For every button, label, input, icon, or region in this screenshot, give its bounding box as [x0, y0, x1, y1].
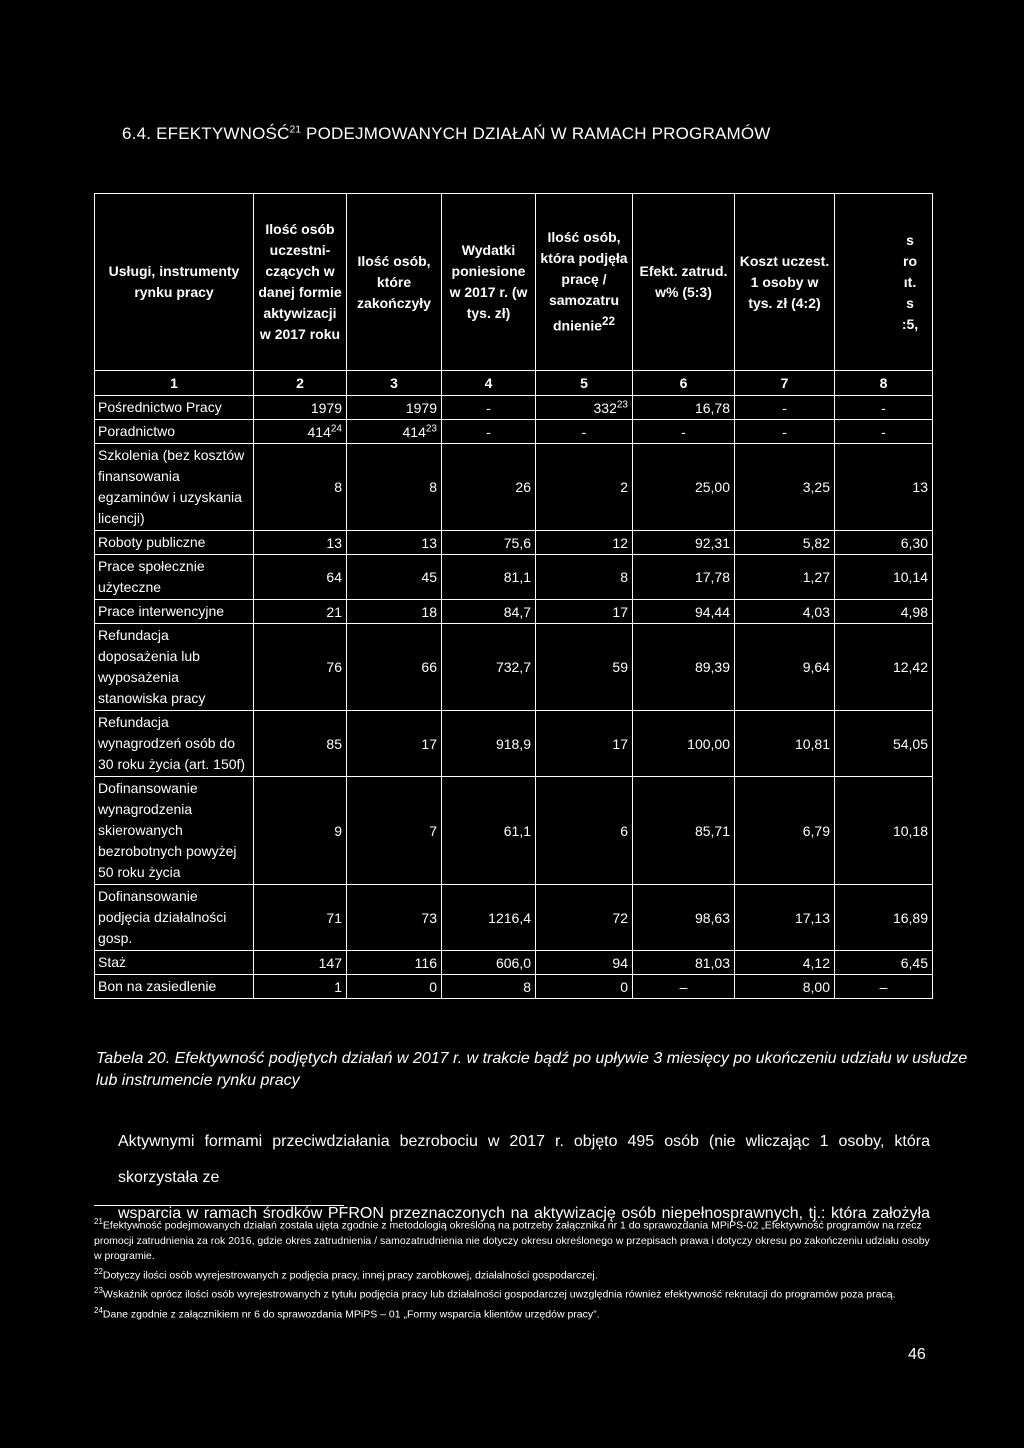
table-cell: 16,78 [633, 396, 735, 420]
table-cell: 13 [347, 531, 442, 555]
row-label: Dofinansowanie wynagrodzenia skierowanych bezrobotnych powyżej 50 roku życia [95, 777, 254, 885]
header-cell: Koszt uczest. 1 osoby w tys. zł (4:2) [735, 194, 835, 371]
table-cell: 3,25 [735, 444, 835, 531]
table-cell: 6 [536, 777, 633, 885]
row-label: Refundacja wynagrodzeń osób do 30 roku życia (art. 150f) [95, 711, 254, 777]
table-cell: 6,79 [735, 777, 835, 885]
table-cell: 732,7 [442, 624, 536, 711]
table-row [95, 531, 933, 555]
table-cell: 81,1 [442, 555, 536, 600]
table-cell: 21 [254, 600, 347, 624]
table-cell: 17 [536, 600, 633, 624]
row-label: Pośrednictwo Pracy [95, 396, 254, 420]
table-cell: 26 [442, 444, 536, 531]
row-label: Bon na zasiedlenie [95, 975, 254, 999]
table-cell: 8 [347, 444, 442, 531]
footnote: $^{23}$Wskaźnik oprócz ilości osób wyrejestrowanych z tytułu podjęcia pracy lub działalności gospodarczej uwzględnia również efektywność rekrutacji do programów poza pracą. [94, 1286, 896, 1301]
column-number: 8 [835, 371, 933, 396]
table-cell: 0 [536, 975, 633, 999]
column-number: 7 [735, 371, 835, 396]
table-cell: 89,39 [633, 624, 735, 711]
table-cell: 72 [536, 885, 633, 951]
column-number: 4 [442, 371, 536, 396]
row-label: Dofinansowanie podjęcia działalności gosp. [95, 885, 254, 951]
header-cell: Ilość osób uczestni-czących w danej formie aktywizacji w 2017 roku [254, 194, 347, 371]
table-cell: 1216,4 [442, 885, 536, 951]
table-cell: - [442, 420, 536, 444]
table-cell: 1979 [254, 396, 347, 420]
table-row [95, 951, 933, 975]
table-cell: 12,42 [835, 624, 933, 711]
table-cell: 4,03 [735, 600, 835, 624]
paragraph-line-2: wsparcia w ramach środków PFRON przeznaczonych na aktywizację osób niepełnosprawnych, tj.: która założyła [118, 1205, 930, 1222]
table-cell: 54,05 [835, 711, 933, 777]
footnote-separator [94, 1205, 344, 1206]
table-cell: 45 [347, 555, 442, 600]
table-row [95, 420, 933, 444]
table-cell: 76 [254, 624, 347, 711]
table-cell: 10,81 [735, 711, 835, 777]
table-cell: 5,82 [735, 531, 835, 555]
table-cell: 8 [254, 444, 347, 531]
header-cell: Usługi, instrumenty rynku pracy [95, 194, 254, 371]
table-row [95, 396, 933, 420]
table-cell: 84,7 [442, 600, 536, 624]
section-title: 6.4. EFEKTYWNOŚĆ$^{21}$ PODEJMOWANYCH DZIAŁAŃ W RAMACH PROGRAMÓW [122, 124, 771, 143]
table-cell: 85 [254, 711, 347, 777]
table-cell: 17,13 [735, 885, 835, 951]
table-cell: 4,98 [835, 600, 933, 624]
row-label: Refundacja doposażenia lub wyposażenia stanowiska pracy [95, 624, 254, 711]
table-row [95, 600, 933, 624]
table-cell: - [835, 420, 933, 444]
table-cell: 94,44 [633, 600, 735, 624]
table-cell: - [442, 396, 536, 420]
table-cell: 0 [347, 975, 442, 999]
table-cell: 85,71 [633, 777, 735, 885]
table-cell: 75,6 [442, 531, 536, 555]
table-cell: $414^{24}$ [254, 420, 347, 444]
table-cell: - [735, 420, 835, 444]
table-row [95, 555, 933, 600]
table-cell: 9 [254, 777, 347, 885]
header-cell: Ilość osób, która podjęła pracę / samozatru dnienie$^{22}$ [536, 194, 633, 371]
footnote: $^{24}$Dane zgodnie z załącznikiem nr 6 do sprawozdania MPiPS – 01 „Formy wsparcia klientów urzędów pracy”. [94, 1305, 600, 1320]
table-cell: 6,45 [835, 951, 933, 975]
table-cell: 10,14 [835, 555, 933, 600]
table-cell: 94 [536, 951, 633, 975]
table-cell: 13 [254, 531, 347, 555]
column-number: 5 [536, 371, 633, 396]
header-cell: Efekt. zatrud. w% (5:3) [633, 194, 735, 371]
table-cell: 918,9 [442, 711, 536, 777]
page-number: 46 [908, 1346, 926, 1363]
table-cell: 98,63 [633, 885, 735, 951]
table-cell: 10,18 [835, 777, 933, 885]
table-cell: 13 [835, 444, 933, 531]
table-cell: 100,00 [633, 711, 735, 777]
table-cell: 81,03 [633, 951, 735, 975]
table-cell: - [633, 420, 735, 444]
table-cell: 59 [536, 624, 633, 711]
header-cell: s ro ıt. s :5, [835, 194, 933, 371]
footnotes [94, 1214, 934, 1322]
table-cell: 18 [347, 600, 442, 624]
table-cell: 8,00 [735, 975, 835, 999]
table-row [95, 885, 933, 951]
table-cell: – [835, 975, 933, 999]
table-cell: 8 [442, 975, 536, 999]
table-caption: Tabela 20. Efektywność podjętych działań w 2017 r. w trakcie bądź po upływie 3 miesięcy po ukończeniu udziału w usłudze lub instrumencie rynku pracy [96, 1050, 968, 1089]
table-cell: 16,89 [835, 885, 933, 951]
table-cell: – [633, 975, 735, 999]
row-label: Szkolenia (bez kosztów finansowania egzaminów i uzyskania licencji) [95, 444, 254, 531]
table-cell: 606,0 [442, 951, 536, 975]
row-label: Prace interwencyjne [95, 600, 254, 624]
efficiency-table [94, 193, 933, 999]
table-row [95, 624, 933, 711]
table-cell: 7 [347, 777, 442, 885]
table-cell: 8 [536, 555, 633, 600]
table-cell: 147 [254, 951, 347, 975]
row-label: Staż [95, 951, 254, 975]
table-cell: 25,00 [633, 444, 735, 531]
table-cell: 4,12 [735, 951, 835, 975]
table-row [95, 975, 933, 999]
table-cell: 2 [536, 444, 633, 531]
table-row [95, 777, 933, 885]
paragraph-line-1: Aktywnymi formami przeciwdziałania bezrobociu w 2017 r. objęto 495 osób (nie wliczając 1 osoby, która skorzystała ze [118, 1133, 930, 1186]
table-cell: 6,30 [835, 531, 933, 555]
table-row [95, 444, 933, 531]
column-number: 6 [633, 371, 735, 396]
table-cell: 17 [536, 711, 633, 777]
table-header-row [95, 194, 933, 371]
row-label: Prace społecznie użyteczne [95, 555, 254, 600]
row-label: Poradnictwo [95, 420, 254, 444]
header-cell: Wydatki poniesione w 2017 r. (w tys. zł) [442, 194, 536, 371]
table-row [95, 711, 933, 777]
table-cell: 71 [254, 885, 347, 951]
header-cell: Ilość osób, które zakończyły [347, 194, 442, 371]
table-cell: 61,1 [442, 777, 536, 885]
table-cell: 9,64 [735, 624, 835, 711]
column-number: 2 [254, 371, 347, 396]
table-cell: $414^{23}$ [347, 420, 442, 444]
table-cell: 1 [254, 975, 347, 999]
row-label: Roboty publiczne [95, 531, 254, 555]
column-number: 3 [347, 371, 442, 396]
table-cell: 12 [536, 531, 633, 555]
table-cell: 1,27 [735, 555, 835, 600]
footnote: $^{22}$Dotyczy ilości osób wyrejestrowanych z podjęcia pracy, innej pracy zarobkowej, działalności gospodarczej. [94, 1266, 598, 1281]
table-cell: 116 [347, 951, 442, 975]
table-cell: 66 [347, 624, 442, 711]
table-cell: 73 [347, 885, 442, 951]
table-cell: - [735, 396, 835, 420]
table-cell: - [536, 420, 633, 444]
footnote: $^{21}$Efektywność podejmowanych działań została ujęta zgodnie z metodologią określoną na potrzeby załącznika nr 1 do sprawozdania MPiPS-02 „Efektywność programów na rzecz promocji zatrudnienia za rok 2016, gdzie okres zatrudnienia / samozatrudnienia nie dotyczy okresu określonego w przepisach prawa i dotyczy okresu po zakończeniu udziału osoby w programie. [94, 1217, 930, 1262]
table-cell: $332^{23}$ [536, 396, 633, 420]
column-number: 1 [95, 371, 254, 396]
column-number-row [95, 371, 933, 396]
table-cell: - [835, 396, 933, 420]
table-cell: 17 [347, 711, 442, 777]
table-cell: 64 [254, 555, 347, 600]
table-cell: 17,78 [633, 555, 735, 600]
table-cell: 1979 [347, 396, 442, 420]
table-cell: 92,31 [633, 531, 735, 555]
